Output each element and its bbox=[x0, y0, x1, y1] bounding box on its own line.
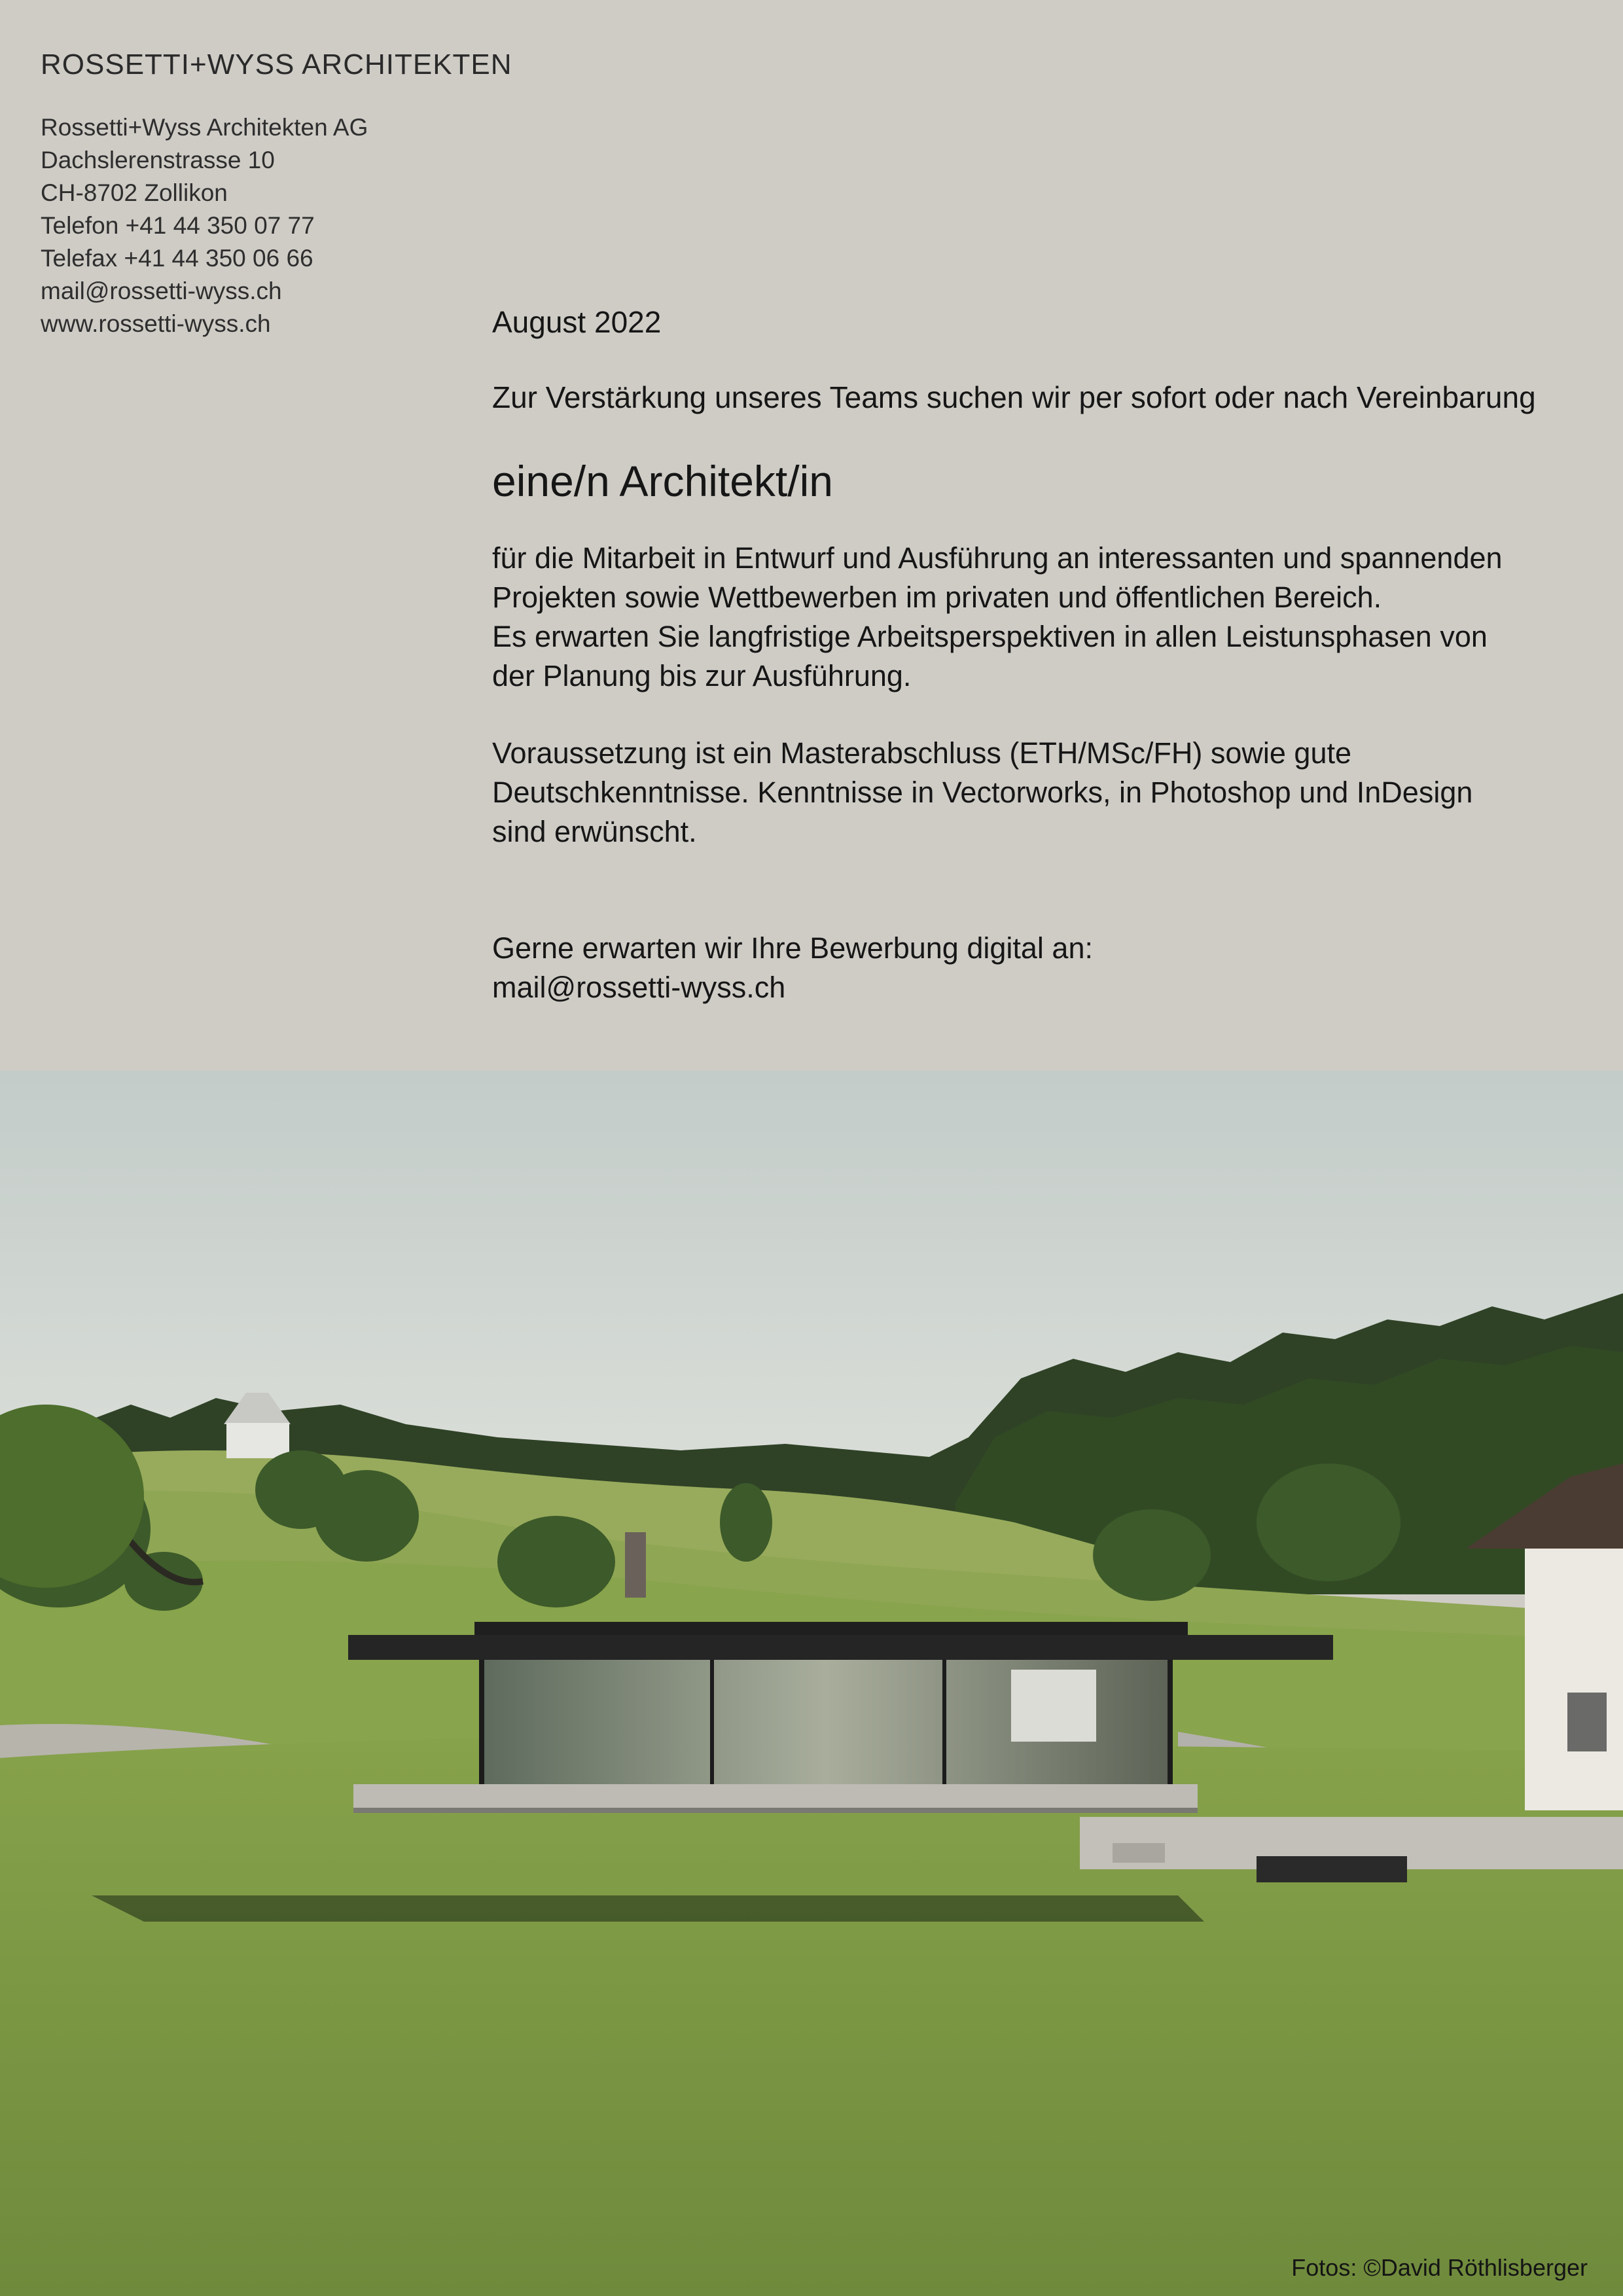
address-street: Dachslerenstrasse 10 bbox=[41, 147, 275, 173]
requirements-paragraph bbox=[492, 734, 1552, 852]
description-line: der Planung bis zur Ausführung. bbox=[492, 659, 912, 692]
description-paragraph bbox=[492, 539, 1552, 696]
job-posting bbox=[492, 302, 1552, 1007]
address-phone: Telefon +41 44 350 07 77 bbox=[41, 212, 315, 239]
contact-email-link[interactable]: mail@rossetti-wyss.ch bbox=[492, 971, 786, 1004]
firm-address bbox=[41, 111, 368, 340]
address-website-link[interactable]: www.rossetti-wyss.ch bbox=[41, 310, 271, 337]
contact-line: Gerne erwarten wir Ihre Bewerbung digital an: bbox=[492, 931, 1093, 965]
firm-name: ROSSETTI+WYSS ARCHITEKTEN bbox=[41, 48, 512, 81]
posting-date: August 2022 bbox=[492, 305, 662, 339]
address-email-link[interactable]: mail@rossetti-wyss.ch bbox=[41, 278, 282, 304]
requirements-line: Voraussetzung ist ein Masterabschluss (ETH/MSc/FH) sowie gute bbox=[492, 736, 1351, 770]
house-photo bbox=[0, 1071, 1623, 2296]
address-company: Rossetti+Wyss Architekten AG bbox=[41, 114, 368, 141]
pavilion-shadow bbox=[92, 1895, 1204, 1922]
description-line: Projekten sowie Wettbewerben im privaten und öffentlichen Bereich. bbox=[492, 581, 1382, 614]
photo-credit: Fotos: ©David Röthlisberger bbox=[1291, 2254, 1588, 2281]
requirements-line: Deutschkenntnisse. Kenntnisse in Vectorworks, in Photoshop und InDesign bbox=[492, 776, 1473, 809]
letterhead-section bbox=[0, 0, 1623, 1071]
description-line: Es erwarten Sie langfristige Arbeitsperspektiven in allen Leistunsphasen von bbox=[492, 620, 1488, 653]
address-city: CH-8702 Zollikon bbox=[41, 179, 228, 206]
job-title: eine/n Architekt/in bbox=[492, 457, 833, 505]
address-fax: Telefax +41 44 350 06 66 bbox=[41, 245, 313, 272]
description-line: für die Mitarbeit in Entwurf und Ausführung an interessanten und spannenden bbox=[492, 541, 1503, 575]
requirements-line: sind erwünscht. bbox=[492, 815, 697, 848]
intro-line: Zur Verstärkung unseres Teams suchen wir per sofort oder nach Vereinbarung bbox=[492, 380, 1536, 414]
contact-paragraph bbox=[492, 929, 1552, 1007]
